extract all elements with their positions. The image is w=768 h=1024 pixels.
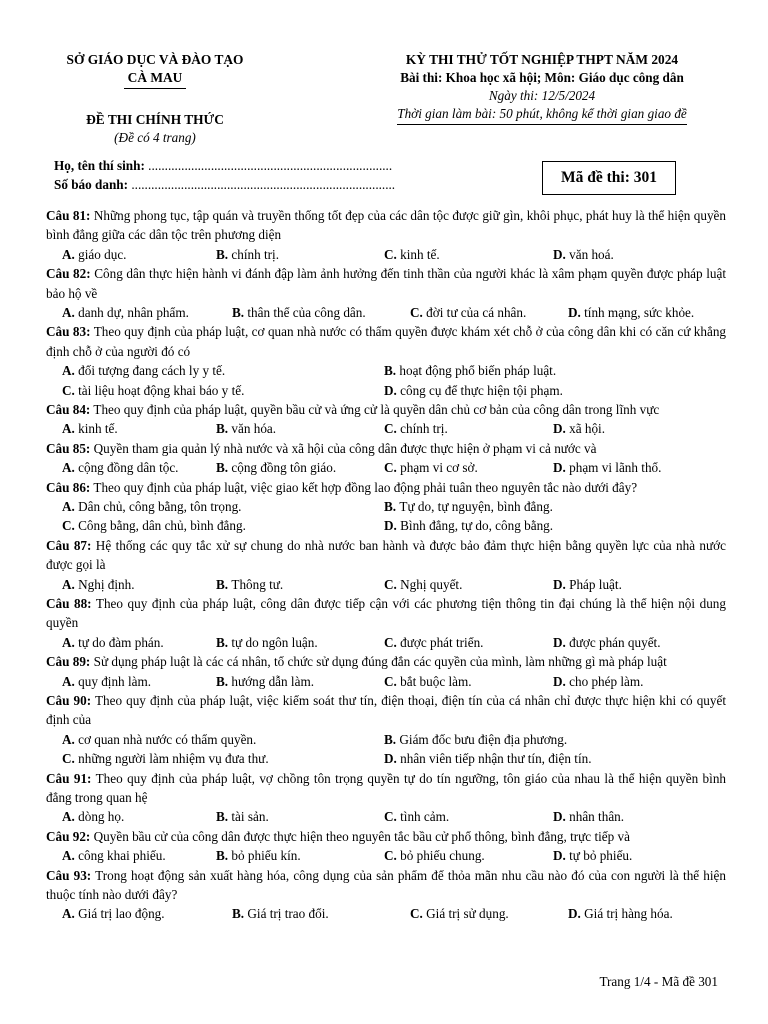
option-text: công khai phiếu. [78, 848, 166, 864]
option-text: Nghị quyết. [400, 576, 463, 592]
question-stem [46, 400, 726, 419]
option-text: tình cảm. [400, 809, 450, 825]
question-list [46, 206, 726, 924]
question [46, 322, 726, 400]
option-text: hoạt động phổ biến pháp luật. [399, 363, 557, 379]
answer-option [568, 904, 673, 923]
answer-option [216, 458, 336, 477]
option-letter: D. [553, 809, 570, 825]
option-text: phạm vi lãnh thổ. [569, 460, 662, 476]
option-text: kinh tế. [78, 421, 118, 437]
option-text: dòng họ. [78, 809, 125, 825]
option-text: công cụ để thực hiện tội phạm. [400, 382, 563, 398]
option-text: Dân chủ, công bằng, tôn trọng. [78, 499, 242, 514]
question [46, 866, 726, 924]
question-stem [46, 827, 726, 846]
option-text: cộng đồng tôn giáo. [231, 460, 337, 476]
answer-option [62, 749, 269, 768]
question-text: Theo quy định của pháp luật, việc giao kết hợp đồng lao động phải tuân theo nguyên tắc nào dưới đây? [90, 479, 638, 495]
header-left [40, 51, 270, 147]
question [46, 264, 726, 322]
question-number: Câu 84: [46, 402, 91, 417]
options-row [46, 245, 726, 264]
answer-option [384, 672, 472, 691]
answer-option [62, 381, 244, 400]
option-text: Giá trị sử dụng. [426, 906, 509, 922]
answer-option [216, 807, 269, 826]
option-letter: C. [384, 576, 401, 592]
option-letter: A. [62, 848, 79, 864]
option-letter: A. [62, 906, 79, 922]
options-row [46, 846, 726, 865]
question-text: Hệ thống các quy tắc xử sự chung do nhà nước ban hành và được bảo đảm thực hiện bằng quyền lực của nhà nước được gọi là [46, 537, 727, 573]
candidate-id-line [54, 175, 395, 194]
option-text: chính trị. [231, 246, 280, 262]
answer-option [216, 633, 318, 652]
answer-option [384, 575, 462, 594]
candidate-info [54, 156, 395, 194]
answer-option [62, 846, 166, 865]
question-number: Câu 86: [46, 479, 91, 495]
answer-option [62, 516, 246, 535]
option-text: Thông tư. [231, 576, 284, 592]
question-stem [46, 478, 726, 497]
option-text: bỏ phiếu kín. [231, 848, 301, 864]
option-text: Giá trị hàng hóa. [584, 906, 673, 922]
option-letter: A. [62, 634, 79, 650]
option-text: nhân thân. [569, 809, 625, 825]
answer-option [410, 303, 526, 322]
department-name: SỞ GIÁO DỤC VÀ ĐÀO TẠO [66, 52, 244, 67]
option-letter: B. [232, 305, 248, 321]
exam-time: Thời gian làm bài: 50 phút, không kể thời gian giao đề [397, 105, 687, 125]
option-letter: A. [62, 460, 79, 476]
question-stem [46, 866, 726, 905]
question-text: Theo quy định của pháp luật, vợ chồng tôn trọng quyền tự do tín ngưỡng, tôn giáo của nhau là thể hiện quyền bình đẳng trong quan hệ [46, 770, 727, 805]
option-letter: D. [384, 518, 401, 534]
option-text: đối tượng đang cách ly y tế. [78, 363, 226, 379]
option-letter: C. [384, 421, 401, 437]
option-letter: D. [384, 382, 401, 398]
question [46, 827, 726, 866]
question-text: Quyền bầu cử của công dân được thực hiện theo nguyên tắc bầu cử phổ thông, bình đẳng, trực tiếp và [90, 828, 630, 844]
option-letter: D. [568, 906, 585, 922]
answer-option [62, 672, 151, 691]
candidate-name-label: Họ, tên thí sinh: [54, 158, 145, 173]
question [46, 691, 726, 769]
exam-subject: Bài thi: Khoa học xã hội; Môn: Giáo dục công dân [400, 70, 684, 85]
candidate-id-label: Số báo danh: [54, 177, 129, 192]
option-letter: A. [62, 673, 79, 689]
option-text: phạm vi cơ sở. [400, 460, 478, 476]
option-letter: B. [216, 809, 232, 825]
options-row [46, 419, 726, 438]
options-row [46, 807, 726, 826]
option-text: Bình đẳng, tự do, công bằng. [400, 518, 554, 534]
answer-option [62, 730, 256, 749]
exam-code-box: Mã đề thi: 301 [542, 161, 676, 195]
option-letter: A. [62, 576, 79, 592]
question-number: Câu 91: [46, 770, 92, 786]
option-letter: D. [553, 673, 570, 689]
answer-option [216, 575, 283, 594]
option-text: tự do đàm phán. [78, 634, 164, 650]
option-letter: B. [216, 421, 232, 437]
option-letter: C. [384, 460, 401, 476]
answer-option [553, 846, 632, 865]
answer-option [384, 361, 556, 380]
pages-note: (Đề có 4 trang) [114, 130, 196, 145]
option-letter: A. [62, 363, 79, 379]
option-letter: B. [216, 634, 232, 650]
option-text: Nghị định. [78, 576, 135, 592]
answer-option [62, 575, 135, 594]
question-text: Theo quy định của pháp luật, việc kiểm soát thư tín, điện thoại, điện tín của cá nhân chỉ được thực hiện khi có quyết định của [46, 692, 727, 728]
option-letter: C. [62, 518, 79, 534]
question-text: Quyền tham gia quản lý nhà nước và xã hội của công dân được thực hiện ở phạm vi cả nước và [90, 440, 597, 456]
question-number: Câu 88: [46, 595, 92, 611]
question [46, 652, 726, 691]
exam-title: KỲ THI THỬ TỐT NGHIỆP THPT NĂM 2024 [405, 52, 679, 67]
answer-option [553, 458, 661, 477]
answer-option [568, 303, 694, 322]
answer-option [216, 672, 314, 691]
option-text: văn hóa. [231, 421, 277, 437]
question-stem [46, 769, 726, 808]
answer-option [553, 419, 605, 438]
answer-option [216, 419, 276, 438]
options-row [46, 633, 726, 652]
question [46, 769, 726, 827]
question-text: Trong hoạt động sản xuất hàng hóa, công dụng của sản phẩm để thỏa mãn nhu cầu nào đó của con người là thể hiện thuộc tính nào dưới đây? [46, 867, 726, 902]
question-number: Câu 89: [46, 654, 91, 670]
question-text: Sử dụng pháp luật là các cá nhân, tổ chức sử dụng đúng đắn các quyền của mình, làm những gì mà pháp luật [90, 654, 667, 670]
answer-option [410, 904, 509, 923]
answer-option [553, 575, 622, 594]
page-footer: Trang 1/4 - Mã đề 301 [599, 974, 718, 989]
answer-option [62, 245, 126, 264]
option-letter: B. [216, 246, 232, 262]
candidate-name-line [54, 156, 395, 175]
option-letter: C. [384, 809, 401, 825]
option-letter: B. [216, 848, 232, 864]
candidate-name-dots: .......................................................................... [144, 158, 393, 173]
option-text: kinh tế. [400, 246, 440, 262]
question [46, 206, 726, 264]
option-text: Giá trị trao đổi. [247, 906, 329, 922]
option-text: được phán quyết. [569, 634, 661, 650]
answer-option [62, 419, 118, 438]
option-text: bắt buộc làm. [400, 673, 472, 689]
option-letter: A. [62, 246, 79, 262]
option-letter: D. [568, 305, 585, 321]
option-text: đời tư của cá nhân. [426, 305, 527, 321]
answer-option [62, 904, 165, 923]
question [46, 478, 726, 536]
option-text: tự bỏ phiếu. [569, 848, 633, 864]
options-row [46, 458, 726, 477]
option-text: bỏ phiếu chung. [400, 848, 485, 864]
question-number: Câu 90: [46, 692, 92, 708]
options-row [46, 361, 726, 380]
answer-option [553, 807, 624, 826]
option-text: nhân viên tiếp nhận thư tín, điện tín. [400, 751, 592, 767]
option-letter: A. [62, 499, 79, 514]
option-letter: D. [553, 246, 570, 262]
option-text: tài sản. [231, 809, 269, 825]
option-letter: C. [384, 673, 401, 689]
option-letter: A. [62, 809, 79, 825]
option-text: cho phép làm. [569, 673, 644, 689]
option-text: hướng dẫn làm. [231, 673, 314, 689]
options-row [46, 749, 726, 768]
official-label: ĐỀ THI CHÍNH THỨC [86, 112, 224, 127]
answer-option [384, 458, 478, 477]
option-text: Tự do, tự nguyện, bình đẳng. [399, 499, 553, 514]
question-stem [46, 536, 726, 575]
question-stem [46, 691, 726, 730]
exam-date: Ngày thi: 12/5/2024 [488, 88, 596, 103]
option-text: Pháp luật. [569, 576, 622, 592]
question [46, 400, 726, 439]
option-letter: A. [62, 731, 79, 747]
options-row [46, 575, 726, 594]
options-row [46, 516, 726, 535]
question-stem [46, 322, 726, 361]
option-letter: D. [553, 634, 570, 650]
option-letter: C. [62, 382, 79, 398]
option-text: tự do ngôn luận. [231, 634, 318, 650]
option-letter: C. [384, 848, 401, 864]
answer-option [216, 245, 279, 264]
answer-option [384, 419, 448, 438]
answer-option [62, 497, 241, 516]
option-letter: D. [384, 751, 401, 767]
option-letter: D. [553, 421, 570, 437]
answer-option [384, 497, 553, 516]
question-number: Câu 92: [46, 828, 91, 844]
option-letter: C. [384, 634, 401, 650]
answer-option [384, 846, 485, 865]
answer-option [216, 846, 301, 865]
question-number: Câu 87: [46, 537, 92, 553]
answer-option [384, 749, 592, 768]
question-number: Câu 81: [46, 208, 91, 223]
option-text: Công bằng, dân chủ, bình đẳng. [78, 518, 246, 534]
question-stem [46, 594, 726, 633]
option-letter: C. [62, 751, 79, 767]
header-right [332, 51, 752, 125]
options-row [46, 497, 726, 516]
options-row [46, 303, 726, 322]
option-letter: B. [384, 499, 400, 514]
option-letter: B. [232, 906, 248, 922]
answer-option [384, 245, 440, 264]
answer-option [384, 633, 483, 652]
answer-option [232, 904, 329, 923]
answer-option [232, 303, 366, 322]
option-text: được phát triển. [400, 634, 484, 650]
question-text: Công dân thực hiện hành vi đánh đập làm ảnh hưởng đến tinh thần của người khác là xâm phạm quyền được pháp luật bảo hộ về [46, 266, 727, 301]
province-name: CÀ MAU [124, 69, 187, 89]
answer-option [384, 807, 449, 826]
option-letter: B. [216, 673, 232, 689]
option-letter: B. [216, 460, 232, 476]
question-number: Câu 82: [46, 266, 91, 282]
options-row [46, 904, 726, 923]
answer-option [553, 245, 614, 264]
option-text: chính trị. [400, 421, 448, 437]
option-letter: B. [384, 363, 400, 379]
answer-option [384, 730, 567, 749]
option-text: tính mạng, sức khỏe. [584, 305, 695, 321]
option-letter: A. [62, 421, 79, 437]
option-letter: B. [384, 731, 400, 747]
question-text: Theo quy định của pháp luật, quyền bầu cử và ứng cử là quyền dân chủ cơ bản của công dân trong lĩnh vực [90, 402, 660, 417]
answer-option [384, 516, 553, 535]
answer-option [553, 672, 643, 691]
question-stem [46, 439, 726, 458]
candidate-id-dots: ................................................................................ [128, 177, 396, 192]
answer-option [62, 361, 225, 380]
option-text: tài liệu hoạt động khai báo y tế. [78, 382, 245, 398]
answer-option [62, 807, 124, 826]
question-stem [46, 264, 726, 303]
question-text: Theo quy định của pháp luật, cơ quan nhà nước có thẩm quyền được khám xét chỗ ở của công dân khi có căn cứ khẳng định chỗ ở của người đó có [46, 324, 727, 359]
question-stem [46, 206, 726, 245]
option-letter: D. [553, 848, 570, 864]
question-number: Câu 85: [46, 440, 91, 456]
options-row [46, 381, 726, 400]
option-text: cơ quan nhà nước có thẩm quyền. [78, 731, 257, 747]
option-text: thân thể của công dân. [247, 305, 366, 321]
question-number: Câu 93: [46, 867, 92, 883]
answer-option [62, 458, 178, 477]
options-row [46, 730, 726, 749]
question-text: Những phong tục, tập quán và truyền thống tốt đẹp của các dân tộc được giữ gìn, khôi phục, phát huy là thể hiện quyền bình đẳng giữa các dân tộc trên phương diện [46, 208, 726, 243]
option-text: cộng đồng dân tộc. [78, 460, 179, 476]
option-letter: C. [384, 246, 401, 262]
question [46, 536, 726, 594]
option-letter: C. [410, 906, 427, 922]
answer-option [62, 303, 189, 322]
option-letter: A. [62, 305, 79, 321]
answer-option [384, 381, 563, 400]
option-text: Giám đốc bưu điện địa phương. [399, 731, 568, 747]
option-text: giáo dục. [78, 246, 127, 262]
option-letter: D. [553, 576, 570, 592]
question-text: Theo quy định của pháp luật, công dân được tiếp cận với các phương tiện thông tin đại chúng là thể hiện nội dung quyền [46, 595, 726, 631]
option-letter: C. [410, 305, 427, 321]
question [46, 439, 726, 478]
option-text: danh dự, nhân phẩm. [78, 305, 189, 321]
option-letter: D. [553, 460, 570, 476]
answer-option [62, 633, 164, 652]
answer-option [553, 633, 661, 652]
option-text: Giá trị lao động. [78, 906, 165, 922]
question [46, 594, 726, 652]
question-number: Câu 83: [46, 324, 91, 340]
option-text: những người làm nhiệm vụ đưa thư. [78, 751, 269, 767]
option-text: quy định làm. [78, 673, 152, 689]
question-stem [46, 652, 726, 671]
option-letter: B. [216, 576, 232, 592]
option-text: văn hoá. [569, 246, 614, 262]
options-row [46, 672, 726, 691]
option-text: xã hội. [569, 421, 606, 437]
